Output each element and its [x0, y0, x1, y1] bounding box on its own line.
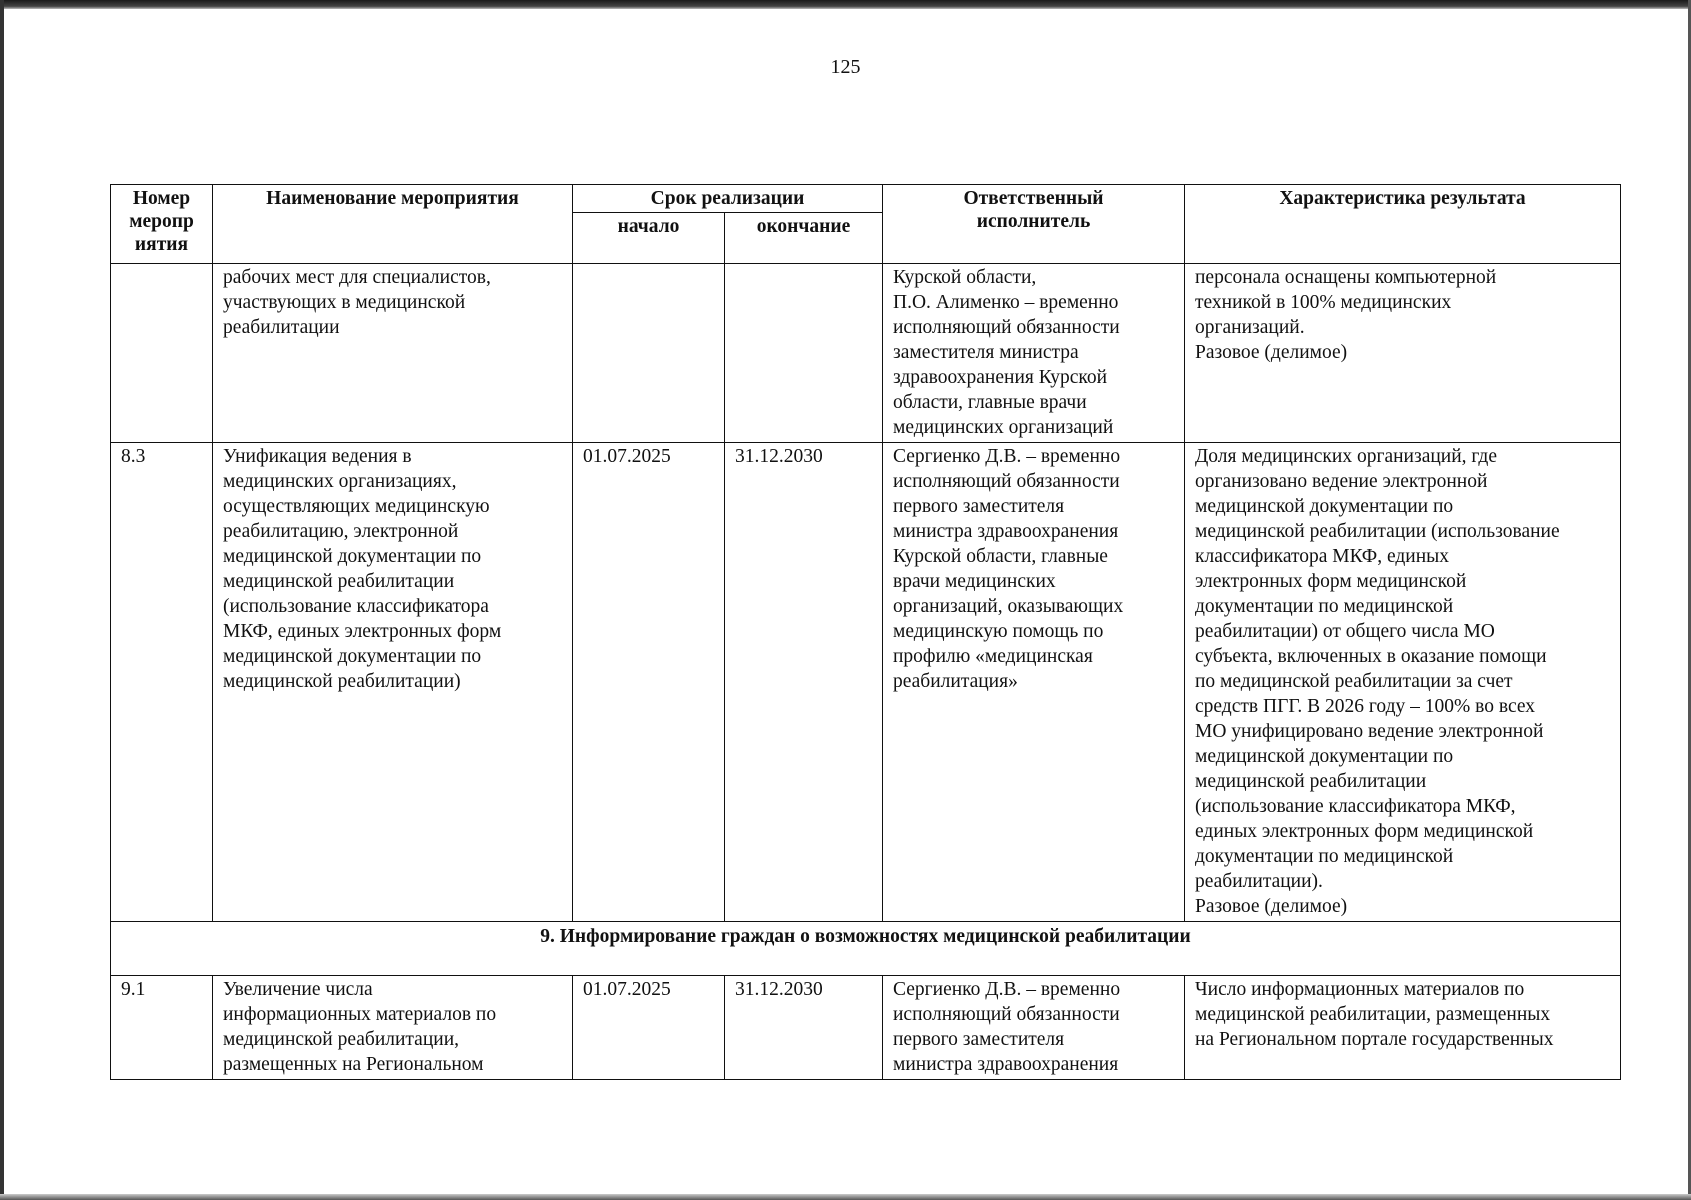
measures-table [110, 184, 1621, 1080]
row-end [725, 264, 883, 443]
row-start [573, 264, 725, 443]
section-title: 9. Информирование граждан о возможностях медицинской реабилитации [111, 922, 1621, 976]
row-result: персонала оснащены компьютерной техникой в 100% медицинских организаций. Разовое (делимое) [1185, 264, 1621, 443]
header-responsible: Ответственный исполнитель [883, 185, 1185, 264]
row-result: Доля медицинских организаций, где организовано ведение электронной медицинской документации по медицинской реабилитации (использование классификатора МКФ, единых электронных форм медицинской документации по медицинской реабилитации) от общего числа МО субъекта, включенных в оказание помощи по медицинской реабилитации за счет средств ПГГ. В 2026 году – 100% во всех МО унифицировано ведение электронной медицинской документации по медицинской реабилитации (использование классификатора МКФ, единых электронных форм медицинской документации по медицинской реабилитации). Разовое (делимое) [1185, 443, 1621, 922]
row-end: 31.12.2030 [725, 976, 883, 1080]
header-start: начало [573, 213, 725, 264]
scan-border-left [0, 0, 4, 1200]
table-row [111, 976, 1621, 1080]
row-name: Увеличение числа информационных материалов по медицинской реабилитации, размещенных на Региональном [213, 976, 573, 1080]
row-result: Число информационных материалов по медицинской реабилитации, размещенных на Региональном портале государственных [1185, 976, 1621, 1080]
table-row [111, 264, 1621, 443]
row-responsible: Сергиенко Д.В. – временно исполняющий обязанности первого заместителя министра здравоохранения Курской области, главные врачи медицинских организаций, оказывающих медицинскую помощь по профилю «медицинская реабилитация» [883, 443, 1185, 922]
header-number: Номер меропр иятия [111, 185, 213, 264]
scan-border-top [0, 0, 1691, 9]
header-name: Наименование мероприятия [213, 185, 573, 264]
row-end: 31.12.2030 [725, 443, 883, 922]
row-name: Унификация ведения в медицинских организациях, осуществляющих медицинскую реабилитацию, электронной медицинской документации по медицинской реабилитации (использование классификатора МКФ, единых электронных форм медицинской документации по медицинской реабилитации) [213, 443, 573, 922]
row-responsible: Курской области, П.О. Алименко – временно исполняющий обязанности заместителя министра здравоохранения Курской области, главные врачи медицинских организаций [883, 264, 1185, 443]
row-start: 01.07.2025 [573, 976, 725, 1080]
section-row [111, 922, 1621, 976]
row-start: 01.07.2025 [573, 443, 725, 922]
scan-border-bottom [0, 1194, 1691, 1200]
row-number: 8.3 [111, 443, 213, 922]
header-result: Характеристика результата [1185, 185, 1621, 264]
table-row [111, 443, 1621, 922]
row-responsible: Сергиенко Д.В. – временно исполняющий обязанности первого заместителя министра здравоохранения [883, 976, 1185, 1080]
header-end: окончание [725, 213, 883, 264]
page-number: 125 [830, 56, 861, 78]
row-name: рабочих мест для специалистов, участвующих в медицинской реабилитации [213, 264, 573, 443]
header-row [111, 185, 1621, 213]
row-number [111, 264, 213, 443]
header-period: Срок реализации [573, 185, 883, 213]
row-number: 9.1 [111, 976, 213, 1080]
